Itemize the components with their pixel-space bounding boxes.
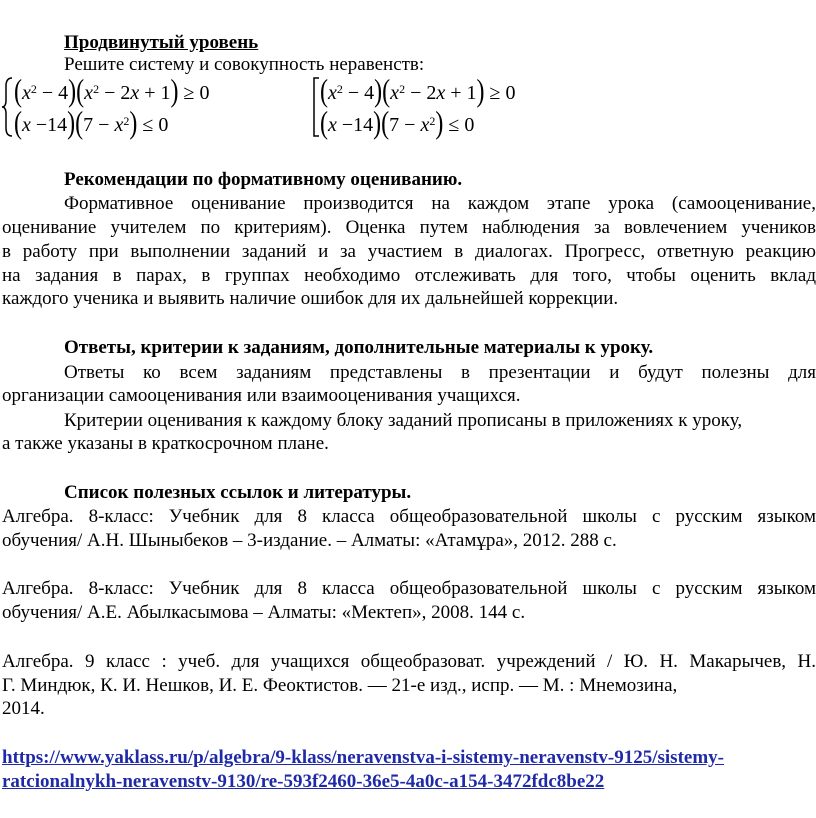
union-bracket [312, 76, 320, 138]
answers-line: организации самооценивания или взаимооценивания учащихся. [2, 385, 521, 406]
reference-3-line: Алгебра. 9 класс : учеб. для учащихся общеобразоват. учреждений / Ю. Н. Макарычев, Н. [2, 651, 816, 672]
recommendations-line: на задания в парах, в группах необходимо отслеживать для того, чтобы оценить вклад [2, 265, 816, 286]
union-inequality-2: $(x -14)(7 - x^2) \le 0$ [320, 107, 475, 141]
reference-2-line: Алгебра. 8-класс: Учебник для 8 класса общеобразовательной школы с русским языком [2, 578, 816, 599]
answers-line: Критерии оценивания к каждому блоку заданий прописаны в приложениях к уроку, [64, 410, 743, 431]
reference-3-line: 2014. [2, 698, 45, 719]
system-brace [2, 76, 14, 138]
recommendations-line: оценивание учителем по критериям). Оценка путем наблюдения за вовлечением учеников [2, 217, 816, 238]
reference-1-line: обучения/ А.Н. Шыныбеков – 3-издание. – Алматы: «Атамұра», 2012. 288 с. [2, 530, 617, 551]
reference-2-line: обучения/ А.Е. Абылкасымова – Алматы: «Мектеп», 2008. 144 с. [2, 602, 526, 623]
answers-heading: Ответы, критерии к заданиям, дополнительные материалы к уроку. [64, 337, 654, 358]
recommendations-heading: Рекомендации по формативному оцениванию. [64, 169, 463, 190]
task-statement: Решите систему и совокупность неравенств: [64, 54, 425, 75]
reference-link-line-1[interactable]: https://www.yaklass.ru/p/algebra/9-klass/neravenstva-i-sistemy-neravenstv-9125/sistemy- [2, 747, 724, 768]
system-inequality-1: $(x^2 - 4)(x^2 - 2x + 1) \ge 0$ [14, 75, 210, 109]
system-inequality-2: $(x -14)(7 - x^2) \le 0$ [14, 107, 169, 141]
union-inequality-1: $(x^2 - 4)(x^2 - 2x + 1) \ge 0$ [320, 75, 516, 109]
advanced-level-title: Продвинутый уровень [64, 32, 259, 53]
recommendations-line: Формативное оценивание производится на каждом этапе урока (самооценивание, [64, 193, 816, 214]
recommendations-line: каждого ученика и выявить наличие ошибок для их дальнейшей коррекции. [2, 288, 619, 309]
reference-link-line-2[interactable]: ratcionalnykh-neravenstv-9130/re-593f2460-36e5-4a0c-a154-3472fdc8be22 [2, 771, 605, 792]
recommendations-line: в работу при выполнении заданий и за участием в диалогах. Прогресс, ответную реакцию [2, 241, 816, 262]
reference-1-line: Алгебра. 8-класс: Учебник для 8 класса общеобразовательной школы с русским языком [2, 506, 816, 527]
answers-line: а также указаны в краткосрочном плане. [2, 433, 329, 454]
references-heading: Список полезных ссылок и литературы. [64, 482, 412, 503]
reference-3-line: Г. Миндюк, К. И. Нешков, И. Е. Феоктистов. — 21-е изд., испр. — М. : Мнемозина, [2, 675, 678, 696]
answers-line: Ответы ко всем заданиям представлены в презентации и будут полезны для [64, 362, 816, 383]
